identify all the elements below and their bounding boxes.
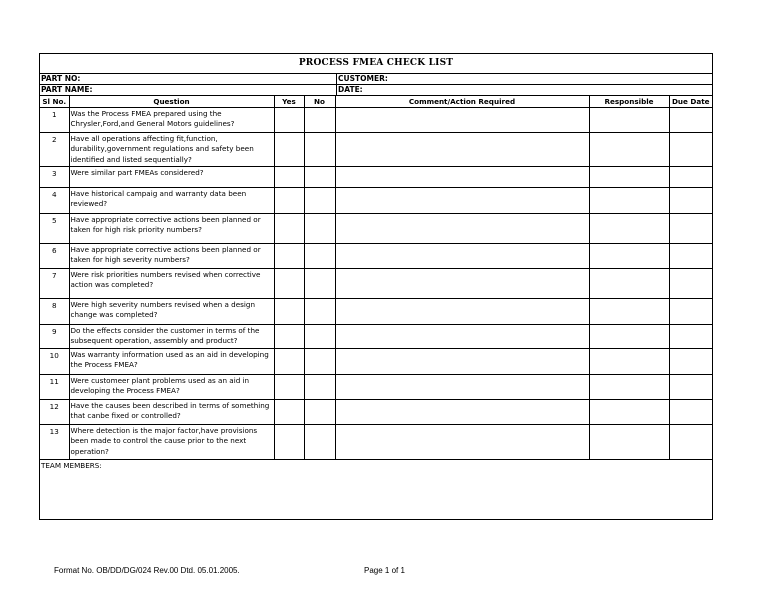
col-header-sl-no: Sl No. (40, 96, 69, 108)
row-yes-cell[interactable] (274, 375, 304, 400)
row-sl-no: 3 (40, 167, 69, 188)
table-row (40, 299, 712, 325)
table-row (40, 400, 712, 425)
row-responsible-cell[interactable] (589, 325, 669, 349)
row-sl-no: 7 (40, 269, 69, 299)
part-no-row (40, 74, 712, 85)
row-responsible-cell[interactable] (589, 349, 669, 375)
row-yes-cell[interactable] (274, 214, 304, 244)
row-yes-cell[interactable] (274, 244, 304, 269)
row-question: Were risk priorities numbers revised when corrective action was completed? (69, 269, 274, 299)
row-due-date-cell[interactable] (669, 349, 712, 375)
row-question: Have appropriate corrective actions been planned or taken for high risk priority numbers? (69, 214, 274, 244)
row-yes-cell[interactable] (274, 325, 304, 349)
row-responsible-cell[interactable] (589, 133, 669, 167)
row-no-cell[interactable] (304, 299, 335, 325)
row-yes-cell[interactable] (274, 299, 304, 325)
row-comment-cell[interactable] (335, 325, 589, 349)
row-due-date-cell[interactable] (669, 167, 712, 188)
row-no-cell[interactable] (304, 167, 335, 188)
row-question: Were high severity numbers revised when a design change was completed? (69, 299, 274, 325)
row-yes-cell[interactable] (274, 400, 304, 425)
row-question: Where detection is the major factor,have provisions been made to control the cause prior to the next operation? (69, 425, 274, 460)
row-comment-cell[interactable] (335, 133, 589, 167)
row-sl-no: 2 (40, 133, 69, 167)
row-responsible-cell[interactable] (589, 269, 669, 299)
row-due-date-cell[interactable] (669, 188, 712, 214)
format-number: Format No. OB/DD/DG/024 Rev.00 Dtd. 05.01.2005. (54, 566, 240, 575)
row-responsible-cell[interactable] (589, 214, 669, 244)
page-number: Page 1 of 1 (364, 566, 405, 575)
row-sl-no: 11 (40, 375, 69, 400)
row-sl-no: 1 (40, 108, 69, 133)
row-no-cell[interactable] (304, 214, 335, 244)
row-sl-no: 6 (40, 244, 69, 269)
table-row (40, 167, 712, 188)
row-question: Was warranty information used as an aid in developing the Process FMEA? (69, 349, 274, 375)
table-row (40, 425, 712, 460)
col-header-comment: Comment/Action Required (335, 96, 589, 108)
customer-label: CUSTOMER: (338, 74, 388, 83)
row-comment-cell[interactable] (335, 108, 589, 133)
row-yes-cell[interactable] (274, 349, 304, 375)
table-row (40, 214, 712, 244)
row-comment-cell[interactable] (335, 400, 589, 425)
row-comment-cell[interactable] (335, 375, 589, 400)
row-comment-cell[interactable] (335, 214, 589, 244)
row-question: Have the causes been described in terms of something that canbe fixed or controlled? (69, 400, 274, 425)
row-sl-no: 13 (40, 425, 69, 460)
row-no-cell[interactable] (304, 325, 335, 349)
row-responsible-cell[interactable] (589, 299, 669, 325)
row-no-cell[interactable] (304, 244, 335, 269)
row-responsible-cell[interactable] (589, 108, 669, 133)
row-due-date-cell[interactable] (669, 375, 712, 400)
row-responsible-cell[interactable] (589, 244, 669, 269)
row-question: Have appropriate corrective actions been planned or taken for high severity numbers? (69, 244, 274, 269)
row-sl-no: 10 (40, 349, 69, 375)
row-no-cell[interactable] (304, 133, 335, 167)
part-name-row (40, 85, 712, 96)
row-due-date-cell[interactable] (669, 400, 712, 425)
row-due-date-cell[interactable] (669, 325, 712, 349)
row-responsible-cell[interactable] (589, 167, 669, 188)
row-question: Were similar part FMEAs considered? (69, 167, 274, 188)
checklist-sheet (39, 53, 713, 520)
row-due-date-cell[interactable] (669, 214, 712, 244)
row-sl-no: 8 (40, 299, 69, 325)
part-no-label: PART NO: (41, 74, 81, 83)
row-no-cell[interactable] (304, 400, 335, 425)
row-comment-cell[interactable] (335, 269, 589, 299)
row-comment-cell[interactable] (335, 349, 589, 375)
row-comment-cell[interactable] (335, 244, 589, 269)
row-question: Were customeer plant problems used as an aid in developing the Process FMEA? (69, 375, 274, 400)
row-question: Have historical campaig and warranty data been reviewed? (69, 188, 274, 214)
row-yes-cell[interactable] (274, 269, 304, 299)
row-question: Have all operations affecting fit,function, durability,government regulations and safety been identified and listed sequentially? (69, 133, 274, 167)
row-due-date-cell[interactable] (669, 244, 712, 269)
row-no-cell[interactable] (304, 108, 335, 133)
row-no-cell[interactable] (304, 188, 335, 214)
row-comment-cell[interactable] (335, 299, 589, 325)
col-header-responsible: Responsible (589, 96, 669, 108)
form-title: PROCESS FMEA CHECK LIST (40, 54, 712, 74)
row-sl-no: 12 (40, 400, 69, 425)
row-sl-no: 5 (40, 214, 69, 244)
row-no-cell[interactable] (304, 425, 335, 460)
row-due-date-cell[interactable] (669, 133, 712, 167)
team-members-label: TEAM MEMBERS: (41, 461, 102, 470)
row-due-date-cell[interactable] (669, 299, 712, 325)
row-question: Do the effects consider the customer in terms of the subsequent operation, assembly and product? (69, 325, 274, 349)
row-no-cell[interactable] (304, 375, 335, 400)
row-sl-no: 4 (40, 188, 69, 214)
row-sl-no: 9 (40, 325, 69, 349)
row-no-cell[interactable] (304, 349, 335, 375)
row-comment-cell[interactable] (335, 167, 589, 188)
part-name-label: PART NAME: (41, 85, 93, 94)
col-header-yes: Yes (274, 96, 304, 108)
row-responsible-cell[interactable] (589, 425, 669, 460)
checklist-rows (40, 108, 712, 460)
table-row (40, 325, 712, 349)
table-row (40, 244, 712, 269)
row-no-cell[interactable] (304, 269, 335, 299)
row-yes-cell[interactable] (274, 167, 304, 188)
row-responsible-cell[interactable] (589, 188, 669, 214)
col-header-due-date: Due Date (669, 96, 712, 108)
row-yes-cell[interactable] (274, 108, 304, 133)
row-yes-cell[interactable] (274, 425, 304, 460)
row-responsible-cell[interactable] (589, 375, 669, 400)
checklist-table (40, 96, 712, 460)
col-header-question: Question (69, 96, 274, 108)
row-due-date-cell[interactable] (669, 425, 712, 460)
table-row (40, 375, 712, 400)
row-due-date-cell[interactable] (669, 269, 712, 299)
row-yes-cell[interactable] (274, 188, 304, 214)
column-header-row (40, 96, 712, 108)
table-row (40, 108, 712, 133)
row-yes-cell[interactable] (274, 133, 304, 167)
row-comment-cell[interactable] (335, 188, 589, 214)
table-row (40, 188, 712, 214)
table-row (40, 349, 712, 375)
table-row (40, 269, 712, 299)
row-question: Was the Process FMEA prepared using the Chrysler,Ford,and General Motors guidelines? (69, 108, 274, 133)
table-row (40, 133, 712, 167)
col-header-no: No (304, 96, 335, 108)
row-due-date-cell[interactable] (669, 108, 712, 133)
row-comment-cell[interactable] (335, 425, 589, 460)
row-responsible-cell[interactable] (589, 400, 669, 425)
date-label: DATE: (338, 85, 363, 94)
